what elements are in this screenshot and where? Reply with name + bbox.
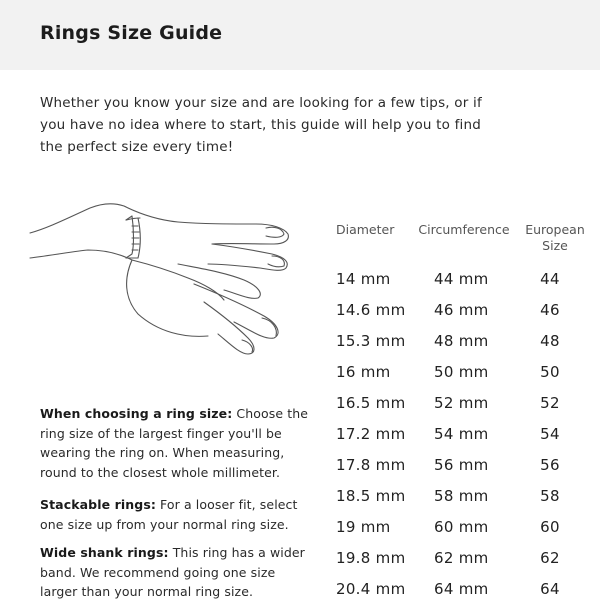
table-row xyxy=(330,580,600,600)
table-row xyxy=(330,394,600,425)
european-size-cell: 64 xyxy=(540,580,560,598)
tip-line: ring size of the largest finger you'll be xyxy=(40,425,282,441)
diameter-cell: 18.5 mm xyxy=(336,487,406,505)
european-size-cell: 62 xyxy=(540,549,560,567)
tip-line: round to the closest whole millimeter. xyxy=(40,464,281,480)
diameter-cell: 14.6 mm xyxy=(336,301,406,319)
european-size-cell: 50 xyxy=(540,363,560,381)
tip-line xyxy=(40,404,310,424)
circumference-cell: 54 mm xyxy=(434,425,489,443)
circumference-cell: 52 mm xyxy=(434,394,489,412)
tip-label: Stackable rings: xyxy=(40,497,156,512)
table-row xyxy=(330,270,600,301)
table-row xyxy=(330,332,600,363)
circumference-cell: 60 mm xyxy=(434,518,489,536)
table-row xyxy=(330,301,600,332)
table-row xyxy=(330,363,600,394)
intro-line: the perfect size every time! xyxy=(40,139,234,155)
header-bar xyxy=(0,0,600,70)
diameter-cell: 20.4 mm xyxy=(336,580,406,598)
european-size-cell: 46 xyxy=(540,301,560,319)
tip-label: Wide shank rings: xyxy=(40,545,169,560)
table-row xyxy=(330,456,600,487)
hand-ring-illustration-icon xyxy=(28,188,298,388)
tip-text: For a looser fit, select xyxy=(155,497,298,512)
european-size-cell: 52 xyxy=(540,394,560,412)
european-size-cell: 58 xyxy=(540,487,560,505)
diameter-cell: 15.3 mm xyxy=(336,332,406,350)
tip-choosing-size xyxy=(40,404,310,482)
diameter-cell: 16.5 mm xyxy=(336,394,406,412)
european-size-cell: 44 xyxy=(540,270,560,288)
header-diameter: Diameter xyxy=(336,222,395,237)
diameter-cell: 19.8 mm xyxy=(336,549,406,567)
tip-text: This ring has a wider xyxy=(168,545,305,560)
diameter-cell: 17.2 mm xyxy=(336,425,406,443)
diameter-cell: 14 mm xyxy=(336,270,391,288)
circumference-cell: 46 mm xyxy=(434,301,489,319)
circumference-cell: 56 mm xyxy=(434,456,489,474)
tip-label: When choosing a ring size: xyxy=(40,406,233,421)
header-circumference: Circumference xyxy=(418,222,510,237)
tip-line: one size up from your normal ring size. xyxy=(40,516,289,532)
header-european-line: Size xyxy=(542,238,568,253)
european-size-cell: 60 xyxy=(540,518,560,536)
diameter-cell: 17.8 mm xyxy=(336,456,406,474)
tip-stackable-rings xyxy=(40,495,310,534)
diameter-cell: 19 mm xyxy=(336,518,391,536)
header-european-line: European xyxy=(525,222,585,237)
tip-line xyxy=(40,543,310,563)
circumference-cell: 62 mm xyxy=(434,549,489,567)
table-row xyxy=(330,549,600,580)
intro-line: you have no idea where to start, this guide will help you to find xyxy=(40,117,482,133)
table-row xyxy=(330,518,600,549)
tip-line: band. We recommend going one size xyxy=(40,564,276,580)
intro-paragraph xyxy=(40,92,570,158)
tip-wide-shank-rings xyxy=(40,543,310,600)
intro-line: Whether you know your size and are looking for a few tips, or if xyxy=(40,95,482,111)
circumference-cell: 58 mm xyxy=(434,487,489,505)
table-row xyxy=(330,487,600,518)
circumference-cell: 50 mm xyxy=(434,363,489,381)
tip-line: wearing the ring on. When measuring, xyxy=(40,445,285,460)
tip-line xyxy=(40,495,310,515)
diameter-cell: 16 mm xyxy=(336,363,391,381)
header-european-size xyxy=(520,222,590,254)
circumference-cell: 48 mm xyxy=(434,332,489,350)
table-row xyxy=(330,425,600,456)
tip-text: Choose the xyxy=(232,406,309,421)
european-size-cell: 54 xyxy=(540,425,560,443)
page-title: Rings Size Guide xyxy=(40,22,223,44)
european-size-cell: 56 xyxy=(540,456,560,474)
circumference-cell: 44 mm xyxy=(434,270,489,288)
tip-line: larger than your normal ring size. xyxy=(40,584,254,599)
circumference-cell: 64 mm xyxy=(434,580,489,598)
european-size-cell: 48 xyxy=(540,332,560,350)
